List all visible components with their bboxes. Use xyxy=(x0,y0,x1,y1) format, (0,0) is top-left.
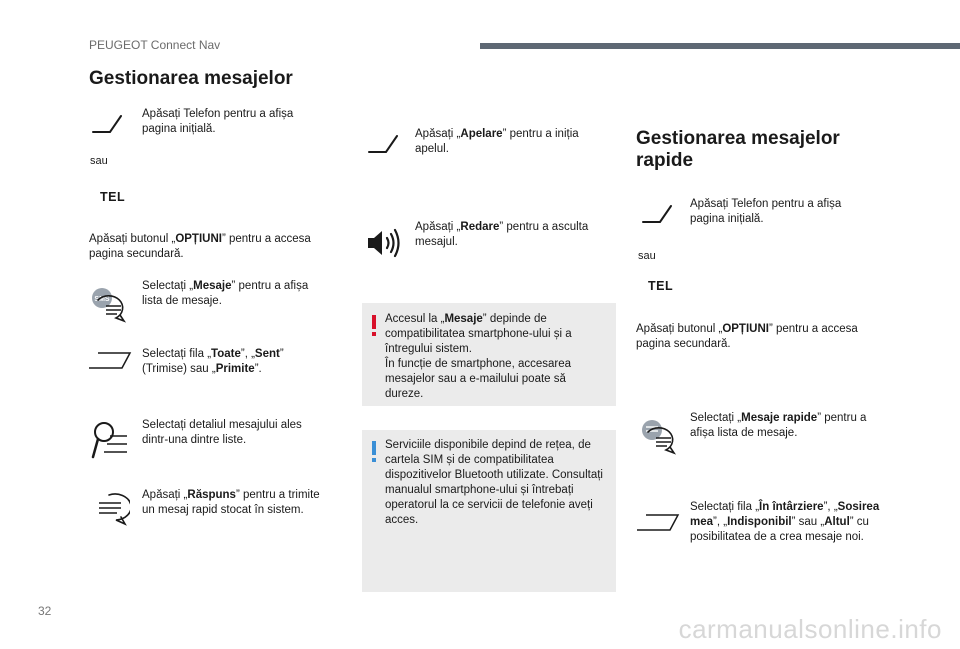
sms-message-icon xyxy=(90,286,130,324)
step-text: Apăsați butonul „OPȚIUNI” pentru a accesa pagina secundară. xyxy=(89,233,311,260)
or-label: sau xyxy=(638,250,656,262)
call-icon xyxy=(366,130,400,156)
step-text: Apăsați „Răspuns” pentru a trimite un mesaj rapid stocat în sistem. xyxy=(142,489,320,516)
step-text: Apăsați „Apelare” pentru a iniția apelul. xyxy=(415,128,579,155)
step-text: Selectați „Mesaje” pentru a afișa lista de mesaje. xyxy=(142,280,309,307)
reply-message-icon xyxy=(90,492,130,528)
watermark: carmanualsonline.info xyxy=(678,614,942,644)
info-text: Serviciile disponibile depind de rețea, de cartela SIM și de compatibilitatea dispozitivelor Bluetooth utilizate. Consultați manualul smartphone-ului și întrebați operatorul la ce servicii de telefonie aveți acces. xyxy=(385,439,603,526)
running-header: PEUGEOT Connect Nav xyxy=(89,38,221,52)
speaker-icon xyxy=(366,228,402,258)
warning-icon xyxy=(372,315,376,329)
phone-icon xyxy=(90,110,124,136)
info-icon xyxy=(372,441,376,455)
tel-button-label: TEL xyxy=(100,190,126,204)
tab-icon xyxy=(636,512,680,534)
page-number: 32 xyxy=(38,604,52,618)
quick-message-icon xyxy=(640,418,680,456)
phone-icon xyxy=(640,200,674,226)
step-text: Selectați fila „Toate”, „Sent” (Trimise) sau „Primite”. xyxy=(142,348,284,375)
message-detail-icon xyxy=(90,420,130,462)
step-text: Apăsați butonul „OPȚIUNI” pentru a accesa pagina secundară. xyxy=(636,323,858,350)
step-text: Selectați „Mesaje rapide” pentru a afișa lista de mesaje. xyxy=(690,412,867,439)
warning-text: Accesul la „Mesaje” depinde de compatibilitatea smartphone-ului și a întregului sistem. În funcție de smartphone, accesarea mesajelor sau a e-mailului poate să dureze. xyxy=(385,313,572,400)
info-icon-dot xyxy=(372,458,376,462)
step-text: Apăsați Telefon pentru a afișa pagina inițială. xyxy=(142,108,294,135)
or-label: sau xyxy=(90,155,108,167)
step-text: Selectați fila „În întârziere”, „Sosirea mea”, „Indisponibil” sau „Altul” cu posibilitatea de a crea mesaje noi. xyxy=(690,501,880,543)
section-title: Gestionarea mesajelor xyxy=(89,68,293,89)
section-title: Gestionarea mesajelor rapide xyxy=(636,128,840,171)
header-bar xyxy=(480,43,960,49)
step-text: Apăsați Telefon pentru a afișa pagina inițială. xyxy=(690,198,842,225)
tab-icon xyxy=(88,350,132,372)
tel-button-label: TEL xyxy=(648,279,674,293)
sms-badge-text: SMS xyxy=(94,296,110,303)
step-text: Selectați detaliul mesajului ales dintr-una dintre liste. xyxy=(142,419,302,446)
step-text: Apăsați „Redare” pentru a asculta mesajul. xyxy=(415,221,589,248)
warning-icon-dot xyxy=(372,332,376,336)
